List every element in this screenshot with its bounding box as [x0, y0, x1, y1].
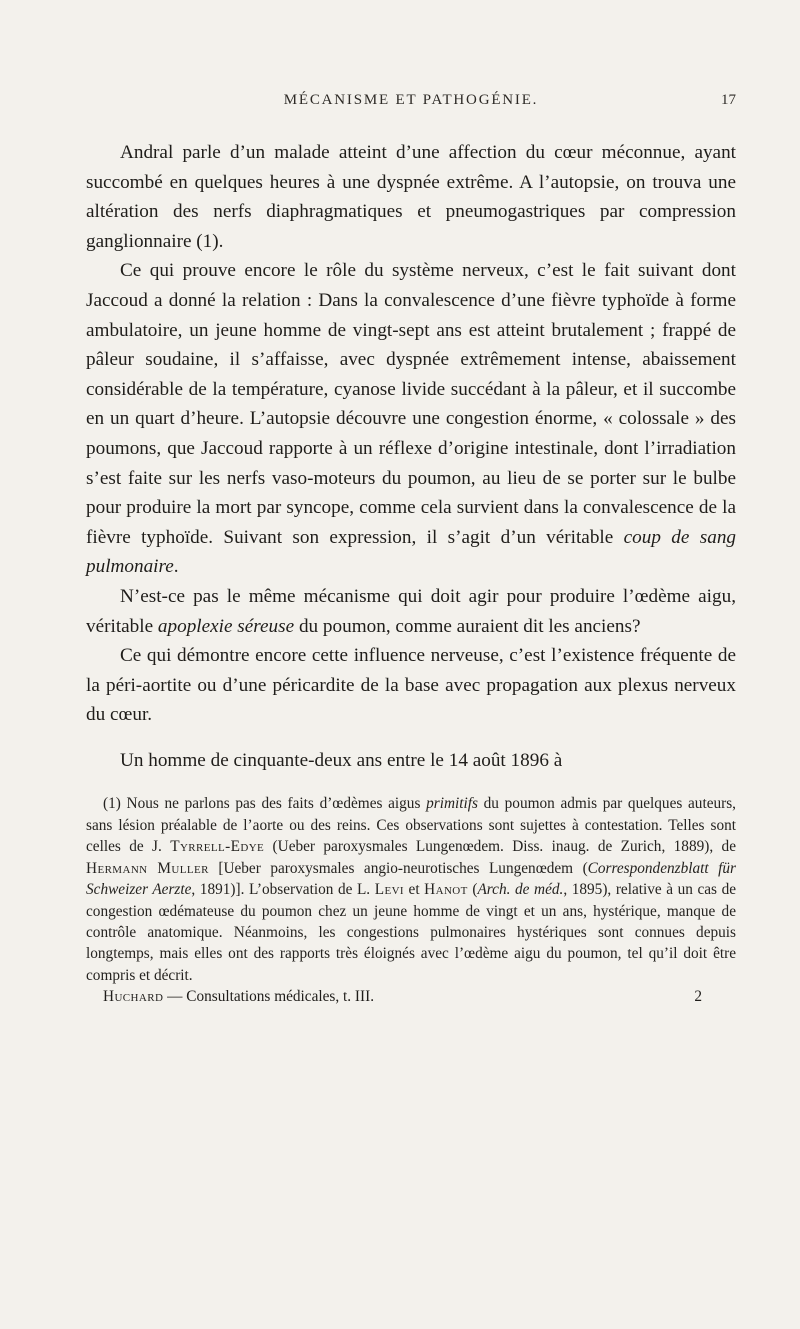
footnote-text-6: et: [403, 881, 425, 899]
footnote-block: [86, 793, 736, 986]
paragraph-andral: Andral parle d’un malade atteint d’une affection du cœur méconnue, ayant succombé en quelques heures à une dyspnée extrême. A l’autopsie, on trouva une altération des nerfs diaphragmatiques et pneumogastriques par compression ganglionnaire (1).: [86, 142, 736, 252]
printer-signature: 2: [694, 988, 702, 1006]
footnote-text-8: , 1895), relative à un cas de congestion œdémateuse du poumon chez un jeune homme de vingt et un ans, hystérique, manque de contrôle anatomique. Néanmoins, les congestions pulmonaires hystériques sont connues depuis longtemps, mais elles ont des rapports très éloignés avec l’œdème aigu du poumon, tel qu’il doit être compris et décrit.: [86, 881, 737, 984]
footnote-text-1: (1) Nous ne parlons pas des faits d’œdèmes aigus: [103, 795, 427, 813]
footnote-text-3: (Ueber paroxysmales Lungenœdem. Diss. inaug. de Zurich, 1889), de: [264, 838, 736, 856]
main-text: [86, 138, 736, 775]
footnote-text-7: (: [467, 881, 478, 899]
bottom-author: Huchard: [103, 988, 164, 1006]
bottom-publication: — Consultations médicales, t. III.: [163, 988, 375, 1006]
bottom-line: [86, 986, 736, 1008]
page-header: [86, 92, 736, 120]
paragraph-jaccoud: [86, 256, 736, 582]
italic-coup-de-sang: coup de sang pulmonaire: [86, 526, 737, 578]
paragraph-jaccoud-text: Ce qui prouve encore le rôle du système nerveux, c’est le fait suivant dont Jaccoud a donné la relation : Dans la convalescence d’une fièvre typhoïde à forme ambulatoire, un jeune homme de vingt-sept ans est atteint brutalement ; frappé de pâleur soudaine, il s’affaisse, avec dyspnée extrêmement intense, abaissement considérable de la température, cyanose livide succédant à la pâleur, et il succombe en un quart d’heure. L’autopsie découvre une congestion énorme, « colossale » des poumons, que Jaccoud rapporte à un réflexe d’origine intestinale, dont l’irradiation s’est faite sur les nerfs vaso-moteurs du poumon, au lieu de se porter sur le bulbe pour produire la mort par syncope, comme cela survient dans la convalescence de la fièvre typhoïde. Suivant son expression, il s’agit d’un véritable: [86, 260, 736, 548]
footnote: [86, 793, 736, 986]
footnote-author-hanot: Hanot: [424, 881, 468, 899]
footnote-text-2: du poumon admis par quelques auteurs, sans lésion préalable de l’aorte ou des reins. Ces observations sont sujettes à contestation. Telles sont celles de J.: [86, 795, 737, 856]
footnote-italic-journal: Correspondenzblatt für Schweizer Aerzte: [86, 859, 736, 899]
paragraph-oedeme: [86, 582, 736, 641]
footnote-italic-archives: Arch. de méd.: [477, 881, 564, 899]
footnote-italic-primitifs: primitifs: [426, 795, 478, 813]
footnote-author-muller: Hermann Muller: [86, 859, 209, 877]
footnote-text-5: , 1891)]. L’observation de L.: [191, 881, 375, 899]
paragraph-jaccoud-end: .: [173, 556, 179, 578]
book-page: [86, 92, 736, 1008]
running-head: MÉCANISME ET PATHOGÉNIE.: [283, 92, 539, 108]
bibliographic-line: [103, 986, 374, 1008]
paragraph-homme: Un homme de cinquante-deux ans entre le 14 août 1896 à: [120, 749, 563, 771]
paragraph-influence: Ce qui démontre encore cette influence nerveuse, c’est l’existence fréquente de la péri-aortite ou d’une péricardite de la base avec propagation aux plexus nerveux du cœur.: [86, 645, 736, 726]
italic-apoplexie: apoplexie séreuse: [157, 615, 295, 637]
page-number: 17: [721, 92, 736, 108]
paragraph-oedeme-text: N’est-ce pas le même mécanisme qui doit agir pour produire l’œdème aigu, véritable: [86, 585, 736, 637]
paragraph-oedeme-end: du poumon, comme auraient dit les anciens?: [294, 615, 641, 637]
footnote-author-levi: Levi: [374, 881, 404, 899]
footnote-text-4: [Ueber paroxysmales angio-neurotisches Lungenœdem (: [208, 859, 588, 877]
footnote-author-tyrrell: Tyrrell-Edye: [170, 838, 265, 856]
